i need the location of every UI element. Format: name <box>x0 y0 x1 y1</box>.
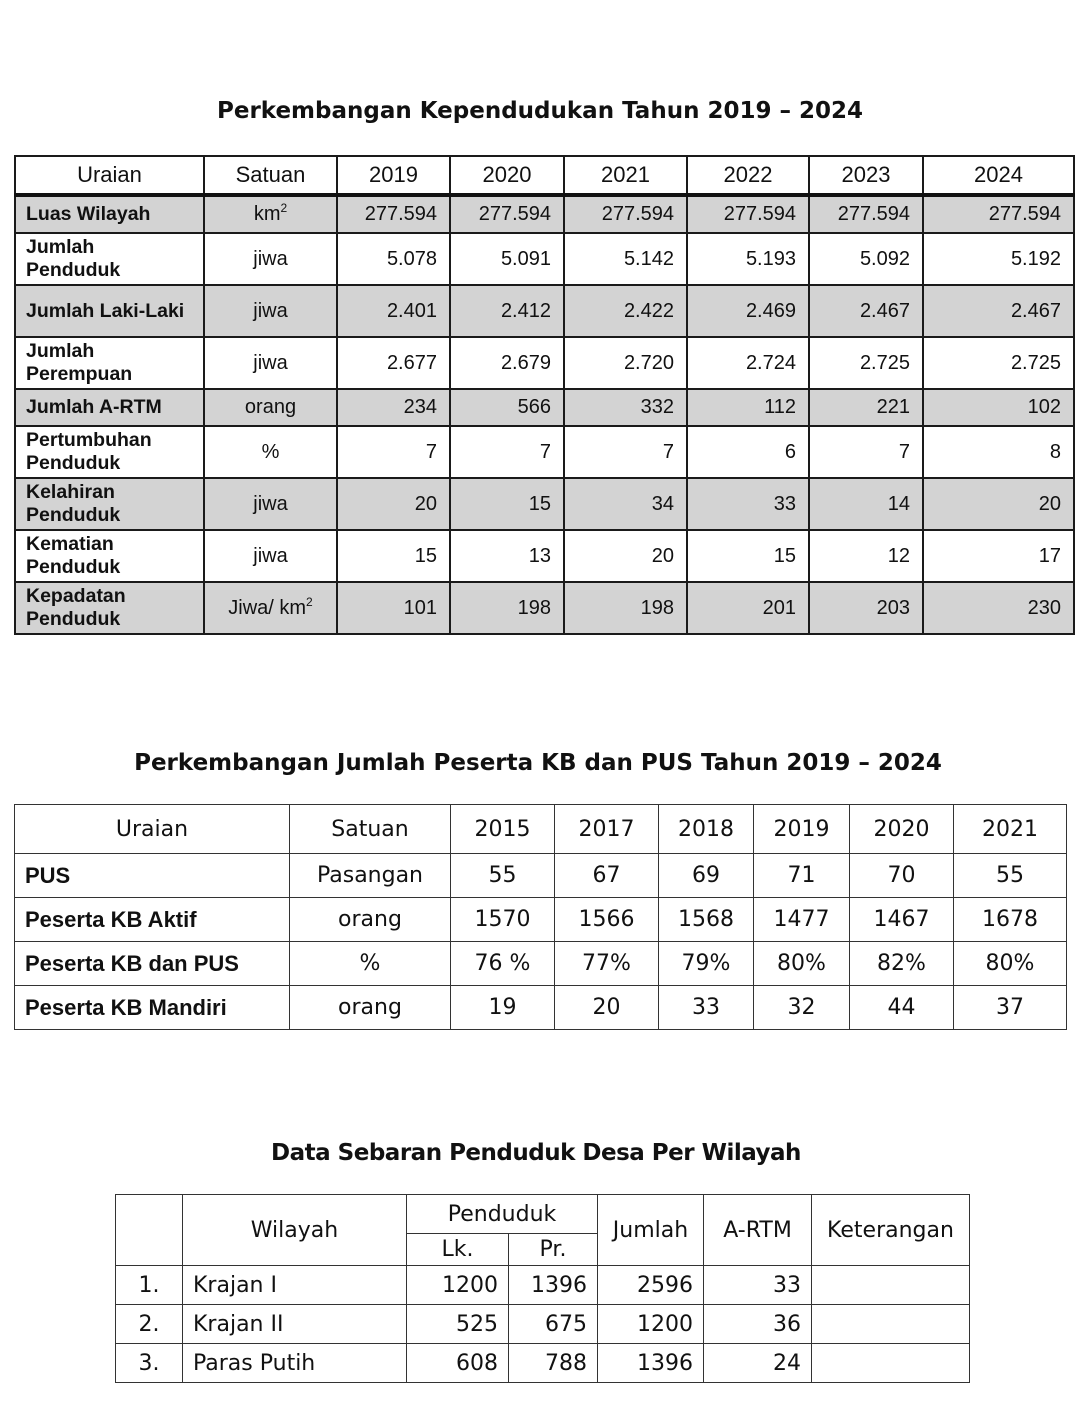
row-label: Kepadatan Penduduk <box>15 582 204 634</box>
header-cell: 2019 <box>337 156 450 195</box>
value-cell: 2.725 <box>923 337 1074 389</box>
value-cell: 1467 <box>850 898 954 942</box>
header-cell: Uraian <box>15 805 290 854</box>
value-cell: 230 <box>923 582 1074 634</box>
value-cell: 2.469 <box>687 285 809 337</box>
total-count: 1200 <box>598 1305 704 1344</box>
value-cell: 1477 <box>754 898 850 942</box>
value-cell: 20 <box>337 478 450 530</box>
table-row <box>15 854 1067 898</box>
header-cell: 2020 <box>450 156 564 195</box>
value-cell: 5.192 <box>923 233 1074 285</box>
value-cell: 79% <box>659 942 754 986</box>
header-cell: 2019 <box>754 805 850 854</box>
artm-count: 33 <box>704 1266 812 1305</box>
table3-header-row <box>116 1195 970 1234</box>
table-row <box>15 389 1074 426</box>
female-count: 1396 <box>509 1266 598 1305</box>
header-cell-no <box>116 1195 183 1266</box>
unit-cell: orang <box>204 389 337 426</box>
notes-cell <box>812 1344 970 1383</box>
header-cell: 2023 <box>809 156 923 195</box>
value-cell: 14 <box>809 478 923 530</box>
header-cell: Satuan <box>204 156 337 195</box>
table-row <box>15 337 1074 389</box>
value-cell: 2.467 <box>923 285 1074 337</box>
header-cell: 2022 <box>687 156 809 195</box>
table-row <box>15 195 1074 233</box>
table-row <box>15 233 1074 285</box>
value-cell: 277.594 <box>564 195 687 233</box>
value-cell: 234 <box>337 389 450 426</box>
table1-header-row <box>15 156 1074 195</box>
value-cell: 101 <box>337 582 450 634</box>
row-label: Kelahiran Penduduk <box>15 478 204 530</box>
value-cell: 82% <box>850 942 954 986</box>
unit-cell: jiwa <box>204 285 337 337</box>
header-cell: 2018 <box>659 805 754 854</box>
row-number: 3. <box>116 1344 183 1383</box>
value-cell: 2.677 <box>337 337 450 389</box>
value-cell: 7 <box>450 426 564 478</box>
value-cell: 277.594 <box>450 195 564 233</box>
row-number: 2. <box>116 1305 183 1344</box>
table-row <box>15 285 1074 337</box>
value-cell: 2.720 <box>564 337 687 389</box>
value-cell: 198 <box>564 582 687 634</box>
value-cell: 201 <box>687 582 809 634</box>
value-cell: 32 <box>754 986 850 1030</box>
value-cell: 1570 <box>451 898 555 942</box>
value-cell: 70 <box>850 854 954 898</box>
female-count: 675 <box>509 1305 598 1344</box>
total-count: 2596 <box>598 1266 704 1305</box>
value-cell: 2.725 <box>809 337 923 389</box>
value-cell: 277.594 <box>687 195 809 233</box>
header-cell: Satuan <box>290 805 451 854</box>
header-cell: 2024 <box>923 156 1074 195</box>
value-cell: 566 <box>450 389 564 426</box>
table2-header-row <box>15 805 1067 854</box>
value-cell: 2.724 <box>687 337 809 389</box>
value-cell: 20 <box>564 530 687 582</box>
male-count: 1200 <box>407 1266 509 1305</box>
value-cell: 69 <box>659 854 754 898</box>
row-label: Jumlah A-RTM <box>15 389 204 426</box>
unit-cell: % <box>204 426 337 478</box>
population-development-table <box>14 155 1075 635</box>
row-number: 1. <box>116 1266 183 1305</box>
value-cell: 13 <box>450 530 564 582</box>
value-cell: 55 <box>451 854 555 898</box>
value-cell: 17 <box>923 530 1074 582</box>
notes-cell <box>812 1266 970 1305</box>
value-cell: 221 <box>809 389 923 426</box>
row-label: Peserta KB Mandiri <box>15 986 290 1030</box>
value-cell: 2.412 <box>450 285 564 337</box>
header-cell: 2015 <box>451 805 555 854</box>
unit-cell: Pasangan <box>290 854 451 898</box>
value-cell: 2.401 <box>337 285 450 337</box>
unit-cell: % <box>290 942 451 986</box>
header-cell-wilayah: Wilayah <box>183 1195 407 1266</box>
value-cell: 15 <box>687 530 809 582</box>
unit-cell: Jiwa/ $km^2$ <box>204 582 337 634</box>
value-cell: 2.679 <box>450 337 564 389</box>
value-cell: 71 <box>754 854 850 898</box>
header-cell-penduduk: Penduduk <box>407 1195 598 1234</box>
header-cell: Uraian <box>15 156 204 195</box>
value-cell: 20 <box>923 478 1074 530</box>
male-count: 608 <box>407 1344 509 1383</box>
value-cell: 19 <box>451 986 555 1030</box>
table-row <box>15 478 1074 530</box>
row-label: Peserta KB Aktif <box>15 898 290 942</box>
table-row <box>116 1344 970 1383</box>
unit-cell: orang <box>290 898 451 942</box>
header-cell-pr: Pr. <box>509 1234 598 1266</box>
value-cell: 80% <box>954 942 1067 986</box>
row-label: Kematian Penduduk <box>15 530 204 582</box>
value-cell: 203 <box>809 582 923 634</box>
unit-cell: orang <box>290 986 451 1030</box>
value-cell: 7 <box>337 426 450 478</box>
total-count: 1396 <box>598 1344 704 1383</box>
value-cell: 277.594 <box>337 195 450 233</box>
value-cell: 7 <box>809 426 923 478</box>
value-cell: 80% <box>754 942 850 986</box>
row-label: Luas Wilayah <box>15 195 204 233</box>
value-cell: 15 <box>337 530 450 582</box>
table-row <box>15 942 1067 986</box>
table2-title: Perkembangan Jumlah Peserta KB dan PUS Tahun 2019 – 2024 <box>134 750 942 776</box>
header-cell-jumlah: Jumlah <box>598 1195 704 1266</box>
value-cell: 7 <box>564 426 687 478</box>
value-cell: 1678 <box>954 898 1067 942</box>
table-row <box>15 986 1067 1030</box>
value-cell: 277.594 <box>809 195 923 233</box>
table-row <box>116 1266 970 1305</box>
value-cell: 77% <box>555 942 659 986</box>
value-cell: 2.467 <box>809 285 923 337</box>
header-cell: 2021 <box>564 156 687 195</box>
kb-pus-table <box>14 804 1067 1030</box>
value-cell: 37 <box>954 986 1067 1030</box>
row-label: Jumlah Perempuan <box>15 337 204 389</box>
value-cell: 277.594 <box>923 195 1074 233</box>
table-row <box>15 898 1067 942</box>
header-cell-artm: A-RTM <box>704 1195 812 1266</box>
row-label: PUS <box>15 854 290 898</box>
value-cell: 6 <box>687 426 809 478</box>
header-cell-keterangan: Keterangan <box>812 1195 970 1266</box>
value-cell: 332 <box>564 389 687 426</box>
value-cell: 33 <box>687 478 809 530</box>
table-row <box>15 582 1074 634</box>
table-row <box>15 426 1074 478</box>
table3-title: Data Sebaran Penduduk Desa Per Wilayah <box>271 1140 801 1166</box>
value-cell: 20 <box>555 986 659 1030</box>
row-label: Jumlah Penduduk <box>15 233 204 285</box>
region-name: Paras Putih <box>183 1344 407 1383</box>
value-cell: 1566 <box>555 898 659 942</box>
row-label: Pertumbuhan Penduduk <box>15 426 204 478</box>
unit-cell: $km^2$ <box>204 195 337 233</box>
artm-count: 36 <box>704 1305 812 1344</box>
artm-count: 24 <box>704 1344 812 1383</box>
region-name: Krajan II <box>183 1305 407 1344</box>
population-by-region-table <box>115 1194 970 1383</box>
notes-cell <box>812 1305 970 1344</box>
header-cell: 2017 <box>555 805 659 854</box>
value-cell: 5.142 <box>564 233 687 285</box>
value-cell: 44 <box>850 986 954 1030</box>
value-cell: 55 <box>954 854 1067 898</box>
unit-cell: jiwa <box>204 233 337 285</box>
value-cell: 76 % <box>451 942 555 986</box>
value-cell: 1568 <box>659 898 754 942</box>
row-label: Jumlah Laki-Laki <box>15 285 204 337</box>
table-row <box>15 530 1074 582</box>
value-cell: 2.422 <box>564 285 687 337</box>
value-cell: 34 <box>564 478 687 530</box>
value-cell: 15 <box>450 478 564 530</box>
unit-cell: jiwa <box>204 478 337 530</box>
value-cell: 5.078 <box>337 233 450 285</box>
header-cell-lk: Lk. <box>407 1234 509 1266</box>
value-cell: 102 <box>923 389 1074 426</box>
unit-cell: jiwa <box>204 530 337 582</box>
table1-title: Perkembangan Kependudukan Tahun 2019 – 2024 <box>216 98 863 124</box>
female-count: 788 <box>509 1344 598 1383</box>
unit-cell: jiwa <box>204 337 337 389</box>
region-name: Krajan I <box>183 1266 407 1305</box>
header-cell: 2021 <box>954 805 1067 854</box>
value-cell: 112 <box>687 389 809 426</box>
value-cell: 5.092 <box>809 233 923 285</box>
male-count: 525 <box>407 1305 509 1344</box>
header-cell: 2020 <box>850 805 954 854</box>
value-cell: 33 <box>659 986 754 1030</box>
value-cell: 8 <box>923 426 1074 478</box>
table-row <box>116 1305 970 1344</box>
value-cell: 5.193 <box>687 233 809 285</box>
value-cell: 198 <box>450 582 564 634</box>
value-cell: 5.091 <box>450 233 564 285</box>
row-label: Peserta KB dan PUS <box>15 942 290 986</box>
value-cell: 67 <box>555 854 659 898</box>
value-cell: 12 <box>809 530 923 582</box>
